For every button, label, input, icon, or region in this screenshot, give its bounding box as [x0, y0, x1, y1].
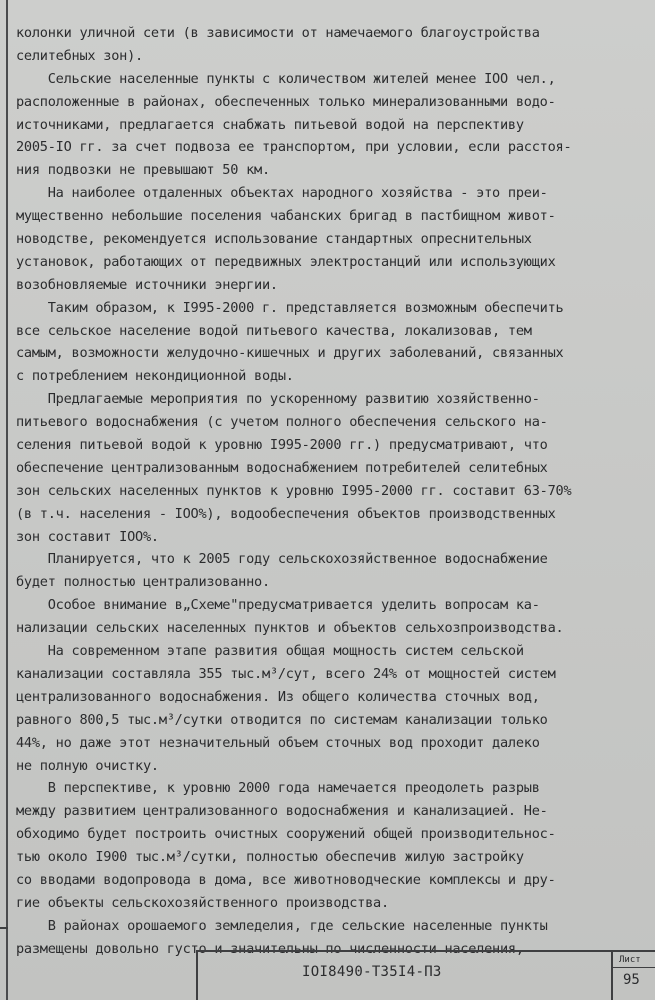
text-line: с потреблением некондиционной воды. — [16, 368, 294, 385]
document-code: IOI8490-ТЗ5I4-ПЗ — [302, 964, 442, 980]
title-block-stamp — [196, 950, 655, 1000]
text-line: В районах орошаемого земледелия, где сельские населенные пункты — [16, 917, 548, 934]
frame-marks — [0, 923, 196, 1000]
text-line: со вводами водопровода в дома, все животноводческие комплексы и дру- — [16, 871, 556, 888]
text-line: будет полностью централизованно. — [16, 574, 270, 591]
text-line: На современном этапе развития общая мощность систем сельской — [16, 643, 524, 660]
text-line: нализации сельских населенных пунктов и объектов сельхозпроизводства. — [16, 620, 564, 637]
text-line: возобновляемые источники энергии. — [16, 276, 278, 293]
text-line: не полную очистку. — [16, 757, 159, 774]
text-line: обходимо будет построить очистных сооружений общей производительнос- — [16, 826, 556, 843]
sheet-divider — [613, 967, 655, 968]
text-line: В перспективе, к уровню 2000 года намечается преодолеть разрыв — [16, 780, 540, 797]
text-line: селения питьевой водой к уровню I995-2000 гг.) предусматривают, что — [16, 437, 548, 454]
text-line: тью около I900 тыс.м³/сутки, полностью обеспечив жилую застройку — [16, 849, 524, 866]
text-line: обеспечение централизованным водоснабжением потребителей селитебных — [16, 459, 548, 476]
text-line: расположенные в районах, обеспеченных только минерализованными водо- — [16, 93, 556, 110]
text-line: источниками, предлагается снабжать питьевой водой на перспективу — [16, 116, 524, 133]
text-line: установок, работающих от передвижных электростанций или использующих — [16, 253, 556, 270]
text-line: централизованного водоснабжения. Из общего количества сточных вод, — [16, 688, 540, 705]
sheet-number: 95 — [623, 972, 640, 988]
sheet-label: Лист — [619, 955, 641, 965]
text-line: самым, возможности желудочно-кишечных и других заболеваний, связанных — [16, 345, 564, 362]
text-line: все сельское население водой питьевого качества, локализовав, тем — [16, 322, 532, 339]
text-line: зон составит IOO%. — [16, 528, 159, 545]
text-line: Особое внимание в„Схеме"предусматривается уделить вопросам ка- — [16, 597, 540, 614]
text-line: питьевого водоснабжения (с учетом полного обеспечения сельского на- — [16, 414, 548, 431]
text-line: новодстве, рекомендуется использование стандартных опреснительных — [16, 231, 532, 248]
text-line: канализации составляла 355 тыс.м³/сут, всего 24% от мощностей систем — [16, 665, 556, 682]
text-line: 44%, но даже этот незначительный объем сточных вод проходит далеко — [16, 734, 540, 751]
text-line: (в т.ч. населения - IOO%), водообеспечения объектов производственных — [16, 505, 556, 522]
text-line: Предлагаемые мероприятия по ускоренному развитию хозяйственно- — [16, 391, 540, 408]
text-line: мущественно небольшие поселения чабанских бригад в пастбищном живот- — [16, 208, 556, 225]
body-text — [16, 22, 652, 961]
text-line: Сельские населенные пункты с количеством жителей менее IOO чел., — [16, 70, 556, 87]
text-line: ния подвозки не превышают 50 км. — [16, 162, 270, 179]
text-line: 2005-IO гг. за счет подвоза ее транспортом, при условии, если расстоя- — [16, 139, 572, 156]
text-line: между развитием централизованного водоснабжения и канализацией. Не- — [16, 803, 548, 820]
margin-line — [6, 0, 8, 1000]
sheet-number-box — [611, 952, 655, 1000]
text-line: равного 800,5 тыс.м³/сутки отводится по системам канализации только — [16, 711, 548, 728]
text-line: зон сельских населенных пунктов к уровню I995-2000 гг. составит 63-70% — [16, 482, 572, 499]
text-line: селитебных зон). — [16, 47, 143, 64]
text-line: колонки уличной сети (в зависимости от намечаемого благоустройства — [16, 25, 540, 41]
text-line: Таким образом, к I995-2000 г. представляется возможным обеспечить — [16, 299, 564, 316]
frame-tick — [0, 927, 8, 929]
text-line: Планируется, что к 2005 году сельскохозяйственное водоснабжение — [16, 551, 548, 568]
text-line: гие объекты сельскохозяйственного производства. — [16, 894, 389, 911]
text-line: На наиболее отдаленных объектах народного хозяйства - это преи- — [16, 185, 548, 202]
text-line: размещены довольно густо и значительны по численности населения, — [16, 940, 524, 957]
